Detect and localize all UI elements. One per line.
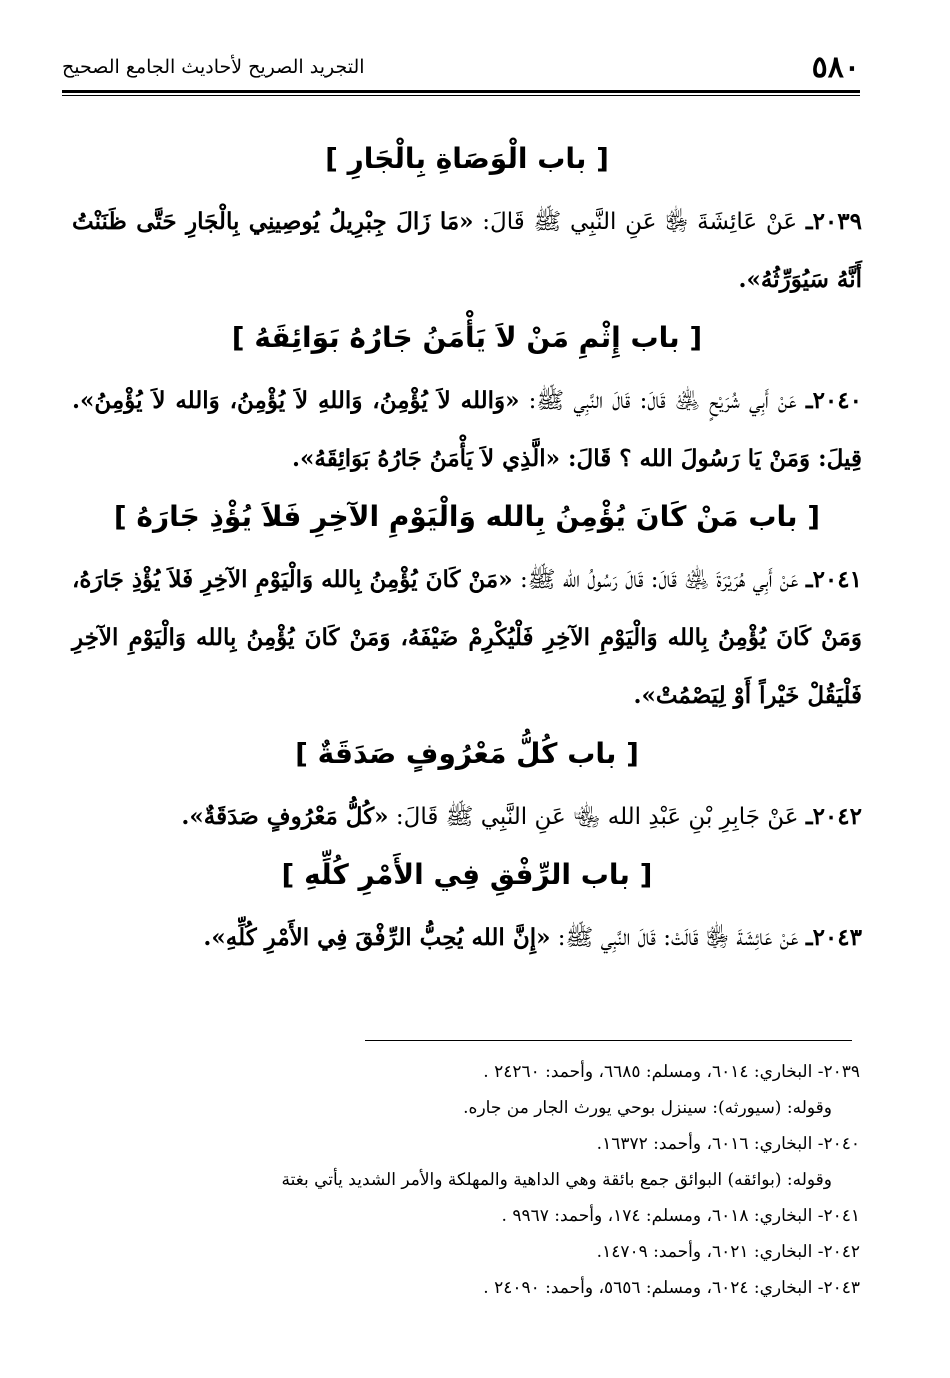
footnote: ٢٠٤٣- البخاري: ٦٠٢٤، ومسلم: ٥٦٥٦، وأحمد: ٢٤٠٩٠ . [483, 1278, 860, 1298]
section [72, 500, 862, 725]
hadith-text: «وَالله لاَ يُؤْمِنُ، وَاللهِ لاَ يُؤْمِنُ، وَالله لاَ يُؤْمِنُ». قِيلَ: وَمَنْ يَا رَسُولَ الله ؟ قَالَ: «الَّذِي لاَ يَأْمَنُ جَارُهُ بَوَائِقَهُ». [72, 387, 862, 472]
footnote: ٢٠٣٩- البخاري: ٦٠١٤، ومسلم: ٦٦٨٥، وأحمد: ٢٤٢٦٠ . [483, 1062, 860, 1082]
footnote-note: وقوله: (بوائقه) البوائق جمع بائقة وهي الداهية والمهلكة والأمر الشديد يأتي بغتة [281, 1170, 832, 1190]
hadith-number: ٢٠٤٠ـ [805, 387, 862, 414]
chapter-heading: [ باب الْوَصَاةِ بِالْجَارِ ] [325, 142, 609, 175]
chapter-heading: [ باب الرِّفْقِ فِي الأَمْرِ كُلِّهِ ] [281, 858, 653, 891]
page-header [62, 40, 860, 88]
main-text [72, 130, 862, 979]
chapter-heading: [ باب كُلُّ مَعْرُوفٍ صَدَقَةٌ ] [295, 737, 639, 770]
hadith-intro: عَنْ عَائِشَةَ ﵂ قَالَتْ: قَالَ النَّبِي ﷺ: [550, 925, 806, 951]
footnote-note: وقوله: (سيورثه): سينزل بوحي يورث الجار من جاره. [463, 1098, 832, 1118]
hadith-intro: عَنْ أَبِي هُرَيْرَةَ ﵁ قَالَ: قَالَ رَسُولُ الله ﷺ: [512, 567, 806, 593]
hadith-intro: عَنْ جَابِرِ بْنِ عَبْدِ الله ﵄ عَنِ النَّبِي ﷺ قَالَ: [388, 804, 806, 830]
hadith-paragraph [72, 909, 862, 967]
hadith-intro: عَنْ أَبِي شُرَيْحٍ ﵁ قَالَ: قَالَ النَّبِي ﷺ: [519, 388, 806, 414]
header-rule-thin [62, 95, 860, 96]
header-rule [62, 90, 860, 93]
section [72, 142, 862, 309]
hadith-text: «مَنْ كَانَ يُؤْمِنُ بِالله وَالْيَوْمِ الآخِرِ فَلاَ يُؤْذِ جَارَهُ، وَمَنْ كَانَ يُؤْمِنُ بِالله وَالْيَوْمِ الآخِرِ فَلْيُكْرِمْ ضَيْفَهُ، وَمَنْ كَانَ يُؤْمِنُ بِالله وَالْيَوْمِ الآخِرِ فَلْيَقُلْ خَيْراً أَوْ لِيَصْمُتْ». [72, 566, 862, 709]
hadith-number: ٢٠٤١ـ [805, 566, 862, 593]
chapter-heading: [ باب مَنْ كَانَ يُؤْمِنُ بِالله وَالْيَوْمِ الآخِرِ فَلاَ يُؤْذِ جَارَهُ ] [113, 500, 821, 533]
footnotes [180, 1054, 860, 1306]
chapter-heading: [ باب إِثْمِ مَنْ لاَ يَأْمَنُ جَارُهُ بَوَائِقَهُ ] [231, 321, 703, 354]
hadith-text: «مَا زَالَ جِبْرِيلُ يُوصِينِي بِالْجَارِ حَتَّى ظَنَنْتُ أَنَّهُ سَيُوَرِّثُهُ». [72, 208, 862, 293]
footnote-rule [365, 1040, 852, 1041]
hadith-paragraph [72, 372, 862, 488]
footnote: ٢٠٤٢- البخاري: ٦٠٢١، وأحمد: ١٤٧٠٩. [596, 1242, 860, 1262]
hadith-number: ٢٠٤٢ـ [805, 803, 862, 830]
running-title: التجريد الصريح لأحاديث الجامع الصحيح [62, 56, 365, 78]
page-number: ٥٨٠ [811, 50, 860, 85]
section [72, 737, 862, 846]
section [72, 321, 862, 488]
hadith-paragraph [72, 193, 862, 309]
section [72, 858, 862, 967]
hadith-paragraph [72, 788, 862, 846]
hadith-paragraph [72, 551, 862, 725]
hadith-intro: عَنْ عَائِشَةَ ﵂ عَنِ النَّبِي ﷺ قَالَ: [473, 209, 806, 235]
footnote: ٢٠٤٠- البخاري: ٦٠١٦، وأحمد: ١٦٣٧٢. [596, 1134, 860, 1154]
hadith-text: «كُلُّ مَعْرُوفٍ صَدَقَةٌ». [181, 803, 389, 830]
hadith-number: ٢٠٣٩ـ [805, 208, 862, 235]
hadith-number: ٢٠٤٣ـ [805, 924, 862, 951]
hadith-text: «إِنَّ الله يُحِبُّ الرِّفْقَ فِي الأَمْرِ كُلِّهِ». [203, 924, 551, 951]
footnote: ٢٠٤١- البخاري: ٦٠١٨، ومسلم: ١٧٤، وأحمد: ٩٩٦٧ . [501, 1206, 860, 1226]
